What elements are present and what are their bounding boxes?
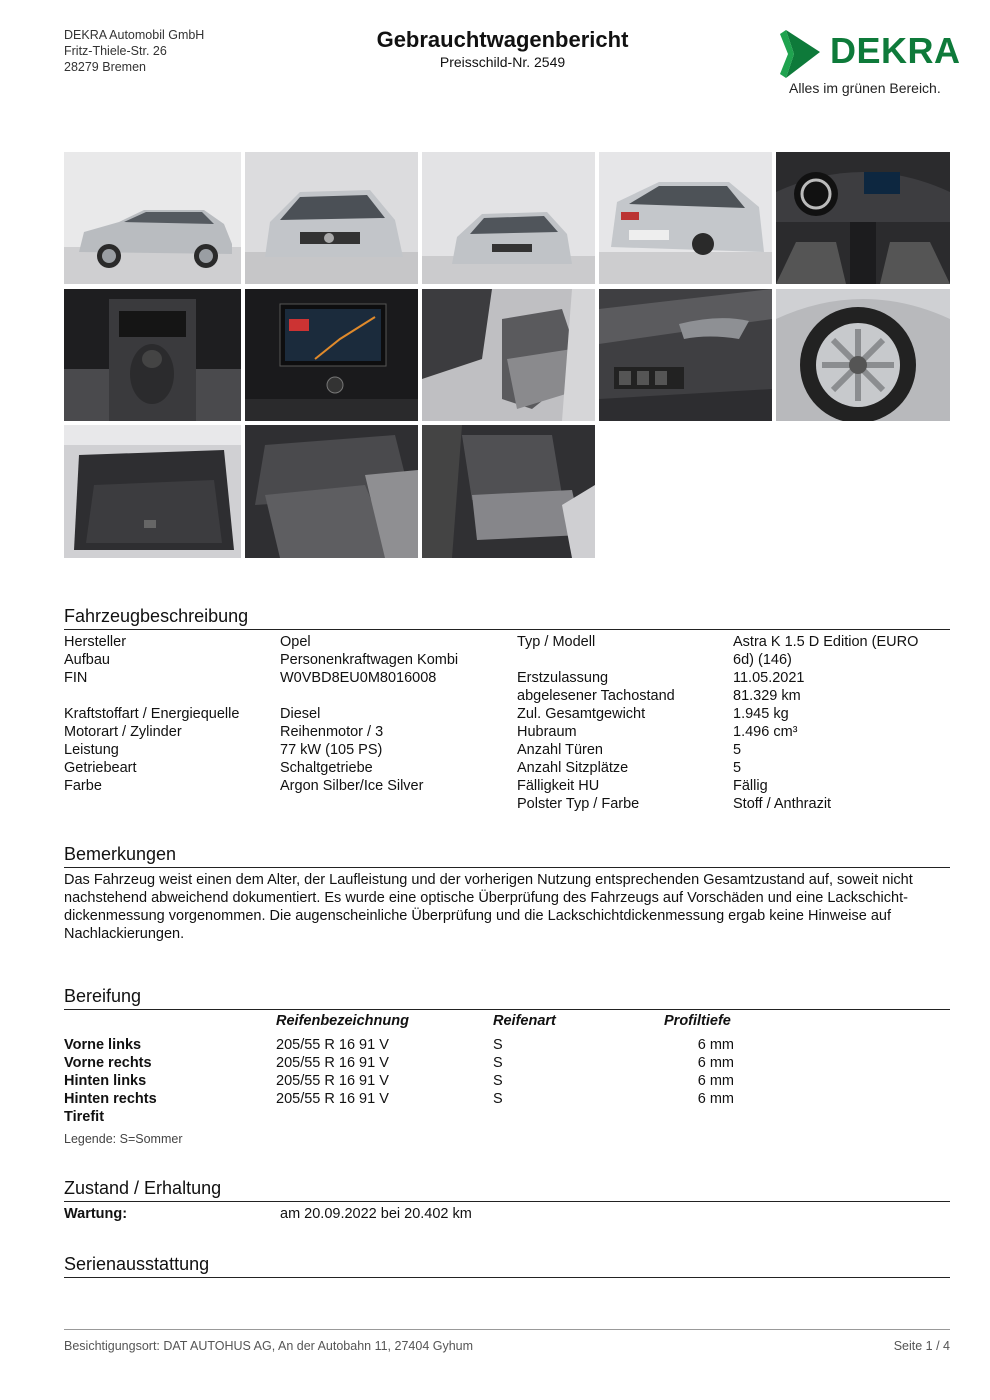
label-body: Aufbau — [64, 652, 110, 668]
tyre-designation: 205/55 R 16 91 V — [276, 1037, 389, 1053]
label-gearbox: Getriebeart — [64, 760, 137, 776]
label-displacement: Hubraum — [517, 724, 577, 740]
tyre-positions — [64, 1036, 157, 1126]
value-odometer: 81.329 km — [733, 688, 801, 704]
value-body: Personenkraftwagen Kombi — [280, 652, 459, 668]
photo-car-rear-three-quarter[interactable] — [599, 152, 772, 284]
dekra-logo-mark-icon — [780, 30, 824, 80]
value-model: Astra K 1.5 D Edition (EURO — [733, 634, 919, 650]
tyre-header-depth: Profiltiefe — [664, 1013, 731, 1029]
section-condition: Zustand / Erhaltung — [64, 1177, 950, 1202]
photo-car-front-three-quarter[interactable] — [422, 152, 595, 284]
value-fuel: Diesel — [280, 706, 321, 722]
value-first-registration: 11.05.2021 — [733, 670, 805, 686]
label-vin: FIN — [64, 670, 88, 686]
label-inspection-due: Fälligkeit HU — [517, 778, 600, 794]
photo-dashboard-interior[interactable] — [776, 152, 950, 284]
tyre-position-rear-right: Hinten rechts — [64, 1091, 157, 1107]
label-power: Leistung — [64, 742, 119, 758]
price-tag-number: Preisschild-Nr. 2549 — [439, 54, 566, 70]
tyre-designation: 205/55 R 16 91 V — [276, 1091, 389, 1107]
value-gross-weight: 1.945 kg — [733, 706, 789, 722]
company-city: 28279 Bremen — [64, 60, 147, 74]
photo-car-front-exterior[interactable] — [245, 152, 418, 284]
tyre-position-front-left: Vorne links — [64, 1037, 142, 1053]
remarks-text: Das Fahrzeug weist einen dem Alter, der Laufleistung und der vorherigen Nutzung entsprechenden Gesamtzustand auf, soweit nicht nachstehend abweichend dokumentiert. Es wurde eine optische Überprüfung des Fahrzeugs auf Vorschäden und eine Lackschicht-dickenmessung vorgenommen. Die augenscheinliche Überprüfung und die Lackschichtdickenmessung ergab keine Hinweise auf Nachlackierungen. — [64, 872, 913, 942]
section-remarks: Bemerkungen — [64, 843, 950, 868]
tyre-depth: 6 mm — [697, 1055, 734, 1071]
tyre-header-designation: Reifenbezeichnung — [276, 1013, 409, 1029]
tyre-type: S — [493, 1091, 503, 1107]
tyre-position-rear-left: Hinten links — [64, 1073, 147, 1089]
tyre-legend: Legende: S=Sommer — [64, 1132, 183, 1146]
label-color: Farbe — [64, 778, 102, 794]
value-spacer — [280, 687, 458, 705]
value-seats: 5 — [733, 760, 742, 776]
label-upholstery: Polster Typ / Farbe — [517, 796, 640, 812]
section-standard-equipment: Serienausstattung — [64, 1253, 950, 1278]
footer-divider — [64, 1329, 950, 1330]
photo-infotainment-screen[interactable] — [245, 289, 418, 421]
tyre-depths — [664, 1036, 734, 1108]
tyre-designations — [276, 1036, 389, 1108]
photo-trunk-cargo-area[interactable] — [64, 425, 241, 558]
tyre-depth: 6 mm — [697, 1073, 734, 1089]
photo-car-side-exterior[interactable] — [64, 152, 241, 284]
company-name: DEKRA Automobil GmbH — [64, 28, 205, 42]
label-odometer: abgelesener Tachostand — [517, 688, 675, 704]
label-manufacturer: Hersteller — [64, 634, 127, 650]
tyre-type: S — [493, 1073, 503, 1089]
label-engine: Motorart / Zylinder — [64, 724, 182, 740]
value-inspection-due: Fällig — [733, 778, 768, 794]
tyre-header-type: Reifenart — [493, 1013, 556, 1029]
section-tyres: Bereifung — [64, 985, 950, 1010]
maintenance-value: am 20.09.2022 bei 20.402 km — [280, 1206, 472, 1222]
photo-door-window-controls[interactable] — [599, 289, 772, 421]
tyre-type: S — [493, 1055, 503, 1071]
label-model: Typ / Modell — [517, 634, 596, 650]
label-spacer — [64, 687, 239, 705]
vehicle-left-labels — [64, 633, 239, 795]
inspection-location: Besichtigungsort: DAT AUTOHUS AG, An der Autobahn 11, 27404 Gyhum — [64, 1339, 474, 1353]
dekra-logo — [780, 28, 961, 100]
photo-gallery — [64, 152, 950, 558]
label-gross-weight: Zul. Gesamtgewicht — [517, 706, 646, 722]
tyre-types — [493, 1036, 503, 1108]
photo-rear-seats[interactable] — [422, 425, 595, 558]
photo-rear-seats-folded[interactable] — [245, 425, 418, 558]
value-vin: W0VBD8EU0M8016008 — [280, 670, 437, 686]
tyre-position-tirefit: Tirefit — [64, 1109, 105, 1125]
photo-alloy-wheel[interactable] — [776, 289, 950, 421]
report-header — [300, 27, 705, 71]
value-doors: 5 — [733, 742, 742, 758]
maintenance-label: Wartung: — [64, 1206, 128, 1222]
value-power: 77 kW (105 PS) — [280, 742, 383, 758]
vehicle-right-labels — [517, 633, 675, 813]
tyre-depth: 6 mm — [697, 1037, 734, 1053]
tyre-type: S — [493, 1037, 503, 1053]
company-street: Fritz-Thiele-Str. 26 — [64, 44, 167, 58]
tyre-designation: 205/55 R 16 91 V — [276, 1055, 389, 1071]
value-engine: Reihenmotor / 3 — [280, 724, 384, 740]
vehicle-left-values — [280, 633, 458, 795]
value-displacement: 1.496 cm³ — [733, 724, 798, 740]
value-manufacturer: Opel — [280, 634, 311, 650]
value-color: Argon Silber/Ice Silver — [280, 778, 424, 794]
label-fuel: Kraftstoffart / Energiequelle — [64, 706, 240, 722]
dekra-wordmark: DEKRA — [830, 30, 961, 71]
page-number: Seite 1 / 4 — [893, 1339, 950, 1353]
tyre-designation: 205/55 R 16 91 V — [276, 1073, 389, 1089]
label-doors: Anzahl Türen — [517, 742, 603, 758]
dekra-tagline: Alles im grünen Bereich. — [789, 80, 941, 96]
report-title: Gebrauchtwagenbericht — [376, 27, 629, 52]
photo-driver-seat-interior[interactable] — [422, 289, 595, 421]
photo-gear-shifter[interactable] — [64, 289, 241, 421]
label-first-registration: Erstzulassung — [517, 670, 609, 686]
value-model-cont: 6d) (146) — [733, 652, 792, 668]
value-upholstery: Stoff / Anthrazit — [733, 796, 832, 812]
tyre-depth: 6 mm — [697, 1091, 734, 1107]
value-gearbox: Schaltgetriebe — [280, 760, 373, 776]
section-vehicle-description: Fahrzeugbeschreibung — [64, 605, 950, 630]
company-address — [64, 27, 204, 75]
label-seats: Anzahl Sitzplätze — [517, 760, 629, 776]
tyre-position-front-right: Vorne rechts — [64, 1055, 152, 1071]
vehicle-right-values — [733, 633, 918, 813]
label-model-cont — [517, 651, 675, 669]
